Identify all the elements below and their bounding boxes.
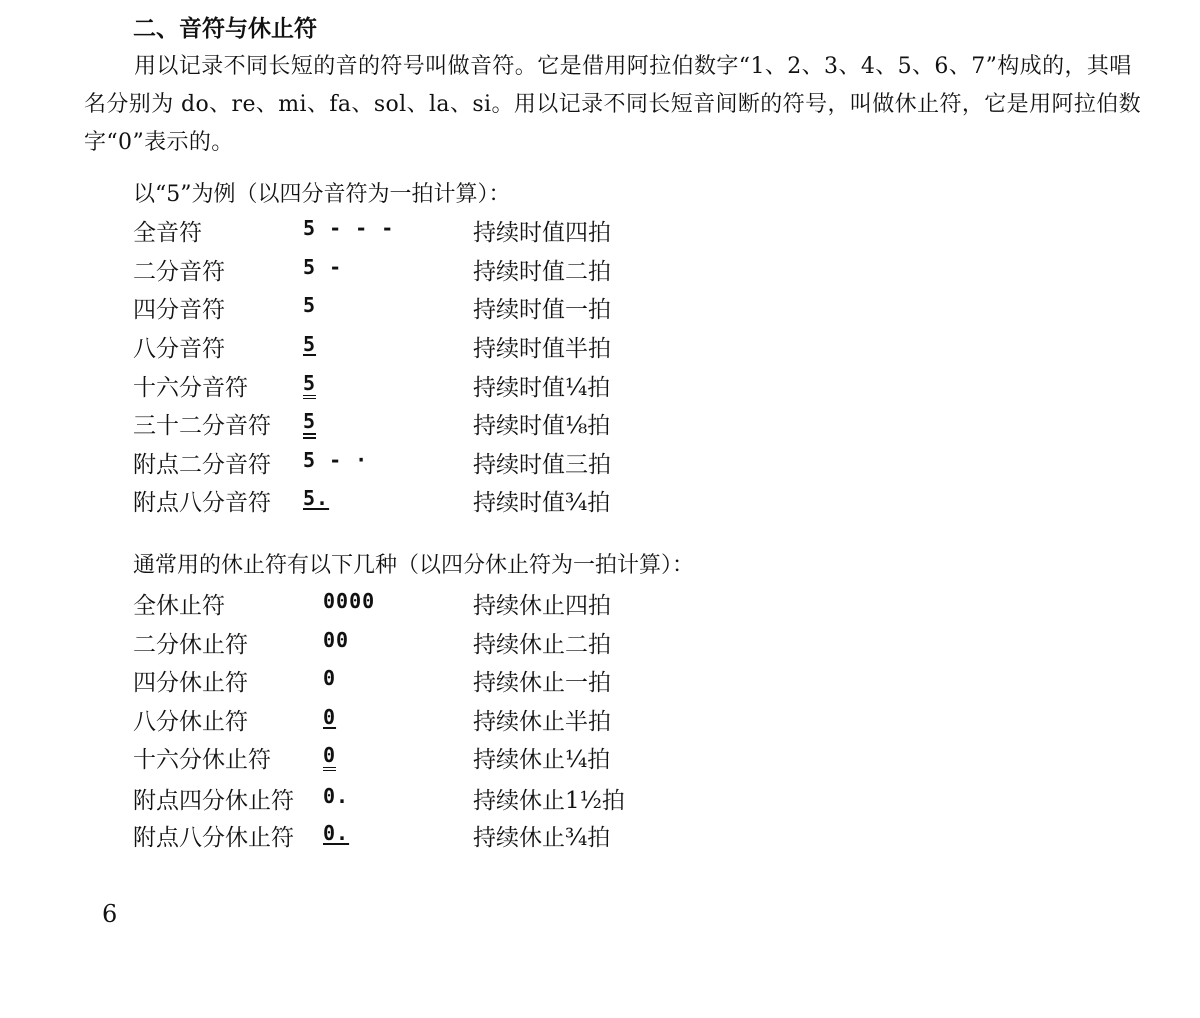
note-symbol: 5 [303,409,316,439]
note-name: 八分音符 [133,336,225,362]
rest-symbol: 0 [323,666,337,690]
note-duration: 持续时值一拍 [473,297,611,323]
section-heading: 二、音符与休止符 [133,16,317,42]
page-number: 6 [102,900,118,928]
note-duration: 持续时值¼拍 [473,375,611,401]
note-name: 附点八分音符 [133,490,271,516]
intro-paragraph: 用以记录不同长短的音的符号叫做音符。它是借用阿拉伯数字“1、2、3、4、5、6、7”构成的，其唱名分别为 do、re、mi、fa、sol、la、si。用以记录不同长短音间断的符号，叫做休止符，它是用阿拉伯数字“0”表示的。 [84,54,1142,155]
rest-name: 全休止符 [133,593,225,619]
rest-symbol: 0. [323,784,350,808]
note-symbol: 5 [303,332,317,356]
rest-symbol: 0 [323,743,336,771]
note-name: 二分音符 [133,259,225,285]
rest-symbol: 0000 [323,589,376,613]
rest-name: 附点四分休止符 [133,788,294,814]
rest-duration: 持续休止¾拍 [473,825,611,851]
rest-symbol: 0 [323,705,337,729]
rest-symbol: 0. [323,821,350,845]
note-duration: 持续时值三拍 [473,452,611,478]
note-name: 四分音符 [133,297,225,323]
rest-duration: 持续休止1½拍 [473,788,625,814]
note-duration: 持续时值二拍 [473,259,611,285]
note-symbol: 5 - · [303,448,369,472]
note-symbol: 5 - [303,255,343,279]
note-symbol: 5 [303,293,317,317]
note-duration: 持续时值⅛拍 [473,413,611,439]
note-duration: 持续时值半拍 [473,336,611,362]
note-name: 十六分音符 [133,375,248,401]
note-symbol: 5 - - - [303,216,395,240]
note-symbol: 5. [303,486,330,510]
rest-symbol: 00 [323,628,350,652]
rest-intro: 通常用的休止符有以下几种（以四分休止符为一拍计算）： [133,553,695,578]
rest-duration: 持续休止二拍 [473,632,611,658]
note-duration: 持续时值¾拍 [473,490,611,516]
rest-name: 四分休止符 [133,670,248,696]
note-symbol: 5 [303,371,316,399]
note-duration: 持续时值四拍 [473,220,611,246]
rest-duration: 持续休止¼拍 [473,747,611,773]
rest-name: 八分休止符 [133,709,248,735]
note-name: 三十二分音符 [133,413,271,439]
rest-duration: 持续休止四拍 [473,593,611,619]
rest-name: 附点八分休止符 [133,825,294,851]
note-intro: 以“5”为例（以四分音符为一拍计算）： [133,182,511,207]
rest-name: 十六分休止符 [133,747,271,773]
note-name: 附点二分音符 [133,452,271,478]
rest-duration: 持续休止半拍 [473,709,611,735]
note-name: 全音符 [133,220,202,246]
rest-name: 二分休止符 [133,632,248,658]
rest-duration: 持续休止一拍 [473,670,611,696]
